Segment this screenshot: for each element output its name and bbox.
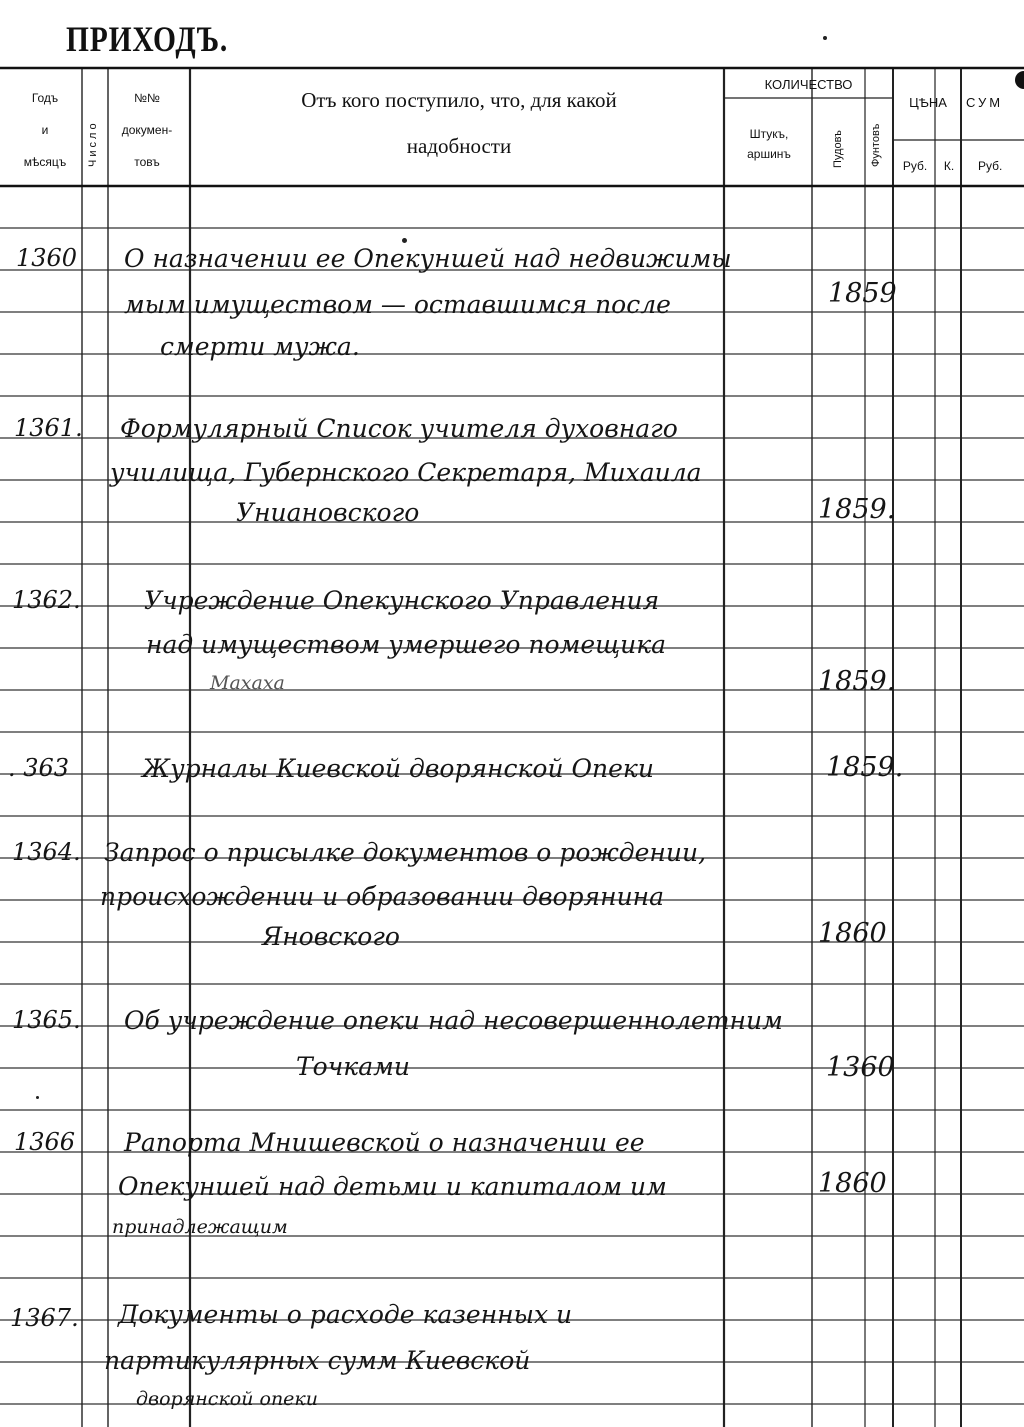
header-quantity: КОЛИЧЕСТВО (764, 77, 853, 92)
ink-speck (402, 238, 407, 243)
header-pieces-label-1: Штукъ, (749, 127, 789, 141)
entry-text-line: Махаха (210, 672, 285, 694)
entry-text-line: Документы о расходе казенных и (118, 1300, 573, 1329)
entry-year: 1859 (828, 278, 897, 309)
entry-number: 1360 (16, 244, 78, 272)
header-doc-label-1: докумен- (121, 122, 173, 137)
entry-year: 1859. (818, 494, 896, 525)
entry-text-line: Об учреждение опеки над несовершеннолетним (124, 1006, 783, 1035)
header-day-col: Число (87, 120, 99, 168)
entry-number: 1361. (14, 414, 83, 442)
entry-text-line: принадлежащим (112, 1216, 288, 1238)
entry-text-line: Яновского (262, 922, 400, 951)
entry-year: 1360 (826, 1052, 895, 1083)
header-pieces (726, 128, 812, 162)
header-year-label: Годъ (31, 91, 59, 105)
entry-text-line: Журналы Киевской дворянской Опеки (142, 754, 654, 783)
entry-year: 1860 (818, 1168, 887, 1199)
entry-text-line: над имуществом умершего помещика (146, 630, 667, 659)
header-doc-col (110, 92, 184, 169)
page-title: ПРИХОДЪ. (66, 19, 229, 59)
header-poods: Пудовъ (832, 130, 844, 168)
header-description-line-1: Отъ кого поступило, что, для какой (301, 88, 617, 112)
entry-text-line: мым имуществом — оставшимся после (124, 290, 671, 319)
entry-number: . 363 (8, 754, 70, 782)
entry-year: 1860 (818, 918, 887, 949)
header-pounds: Фунтовъ (870, 123, 882, 167)
entry-text-line: дворянской опеки (136, 1388, 319, 1410)
entry-text-line: Формулярный Список учителя духовнаго (120, 414, 678, 443)
header-doc-label-2: товъ (134, 154, 160, 169)
header-description-col (195, 88, 723, 158)
header-doc-number-label: №№ (134, 91, 160, 105)
header-month-label: мѣсяцъ (23, 154, 67, 169)
entry-text-line: Запрос о присылке документов о рождении, (104, 838, 707, 867)
entry-text-line: партикулярных сумм Киевской (104, 1346, 531, 1375)
header-and-label: и (41, 122, 49, 137)
entry-year: 1859. (818, 666, 896, 697)
entry-year: 1859. (826, 752, 904, 783)
header-date-col (14, 92, 76, 169)
entry-text-line: происхождении и образовании дворянина (100, 882, 665, 911)
entry-number: 1364. (12, 838, 81, 866)
entry-number: 1362. (12, 586, 81, 614)
header-price: ЦѢНА (909, 95, 947, 110)
entry-number: 1365. (12, 1006, 81, 1034)
entry-text-line: училища, Губернского Секретаря, Михаила (110, 458, 702, 487)
entry-text-line: Опекуншей над детьми и капиталом им (118, 1172, 667, 1201)
header-sum: СУМ (966, 95, 1004, 110)
header-pieces-label-2: аршинъ (747, 146, 791, 161)
entry-text-line: Учреждение Опекунского Управления (144, 586, 660, 615)
header-description-line-2: надобности (406, 134, 512, 159)
header-sum-rub: Руб. (978, 159, 1003, 173)
header-price-kop: К. (943, 159, 955, 173)
ink-speck (823, 36, 827, 40)
entry-text-line: Униановского (236, 498, 420, 527)
entry-text-line: Рапорта Мнишевской о назначении ее (124, 1128, 645, 1157)
ink-speck (36, 1096, 39, 1099)
header-price-rub: Руб. (902, 159, 928, 173)
entry-text-line: Точками (296, 1052, 410, 1081)
entry-number: 1366 (14, 1128, 76, 1156)
entry-text-line: О назначении ее Опекуншей над недвижимы (124, 244, 732, 273)
entry-number: 1367. (10, 1304, 79, 1332)
entry-text-line: смерти мужа. (160, 332, 360, 361)
